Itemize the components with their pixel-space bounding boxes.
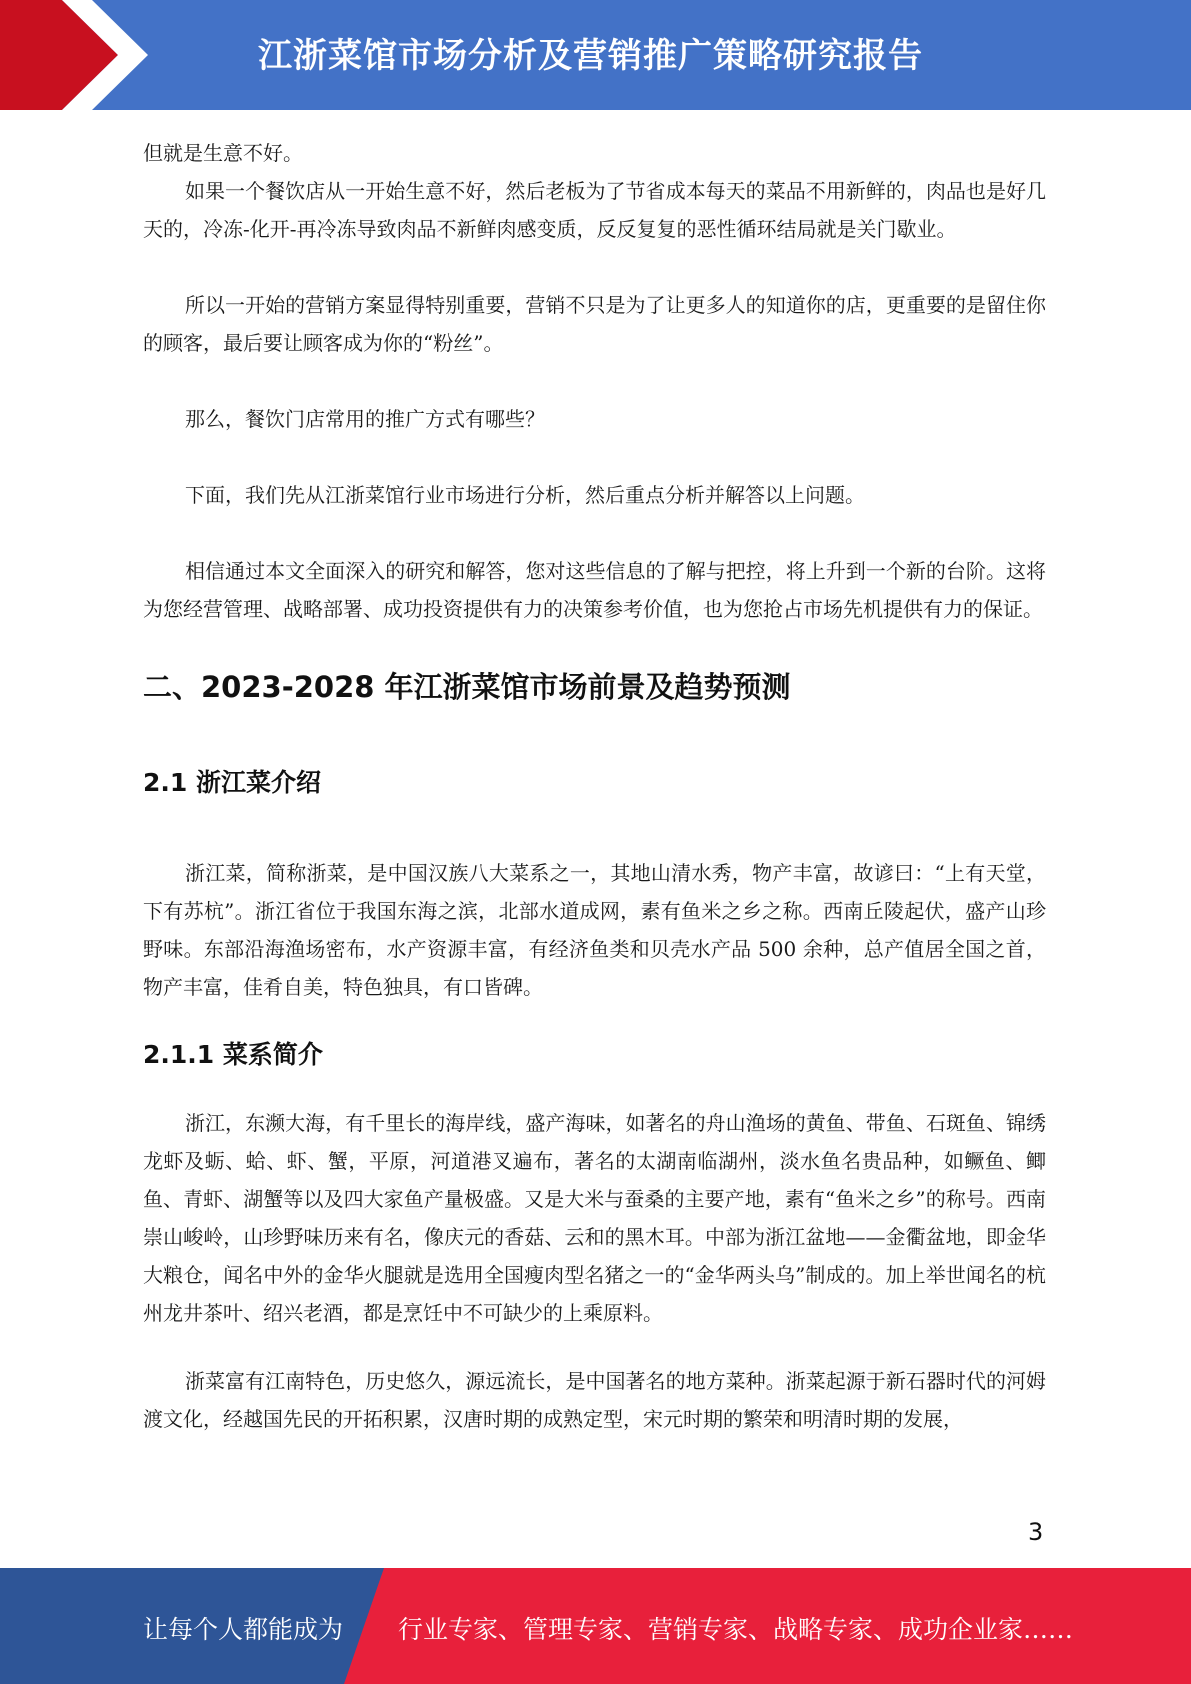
page-number: 3 bbox=[1028, 1518, 1044, 1546]
footer-slogan-left: 让每个人都能成为 bbox=[143, 1615, 344, 1644]
paragraph: 浙江菜，简称浙菜，是中国汉族八大菜系之一，其地山清水秀，物产丰富，故谚曰：“上有天堂，下有苏杭”。浙江省位于我国东海之滨，北部水道成网，素有鱼米之乡之称。西南丘陵起伏，盛产山珍野味。东部沿海渔场密布，水产资源丰富，有经济鱼类和贝壳水产品 500 余种，总产值居全国之首，物产丰富，佳肴自美，特色独具，有口皆碑。 bbox=[143, 861, 1046, 999]
paragraph: 浙菜富有江南特色，历史悠久，源远流长，是中国著名的地方菜种。浙菜起源于新石器时代的河姆渡文化，经越国先民的开拓积累，汉唐时期的成熟定型，宋元时期的繁荣和明清时期的发展， bbox=[143, 1369, 1046, 1431]
paragraph: 但就是生意不好。 bbox=[143, 141, 303, 165]
subsection-heading: 2.1 浙江菜介绍 bbox=[143, 768, 321, 797]
page-header bbox=[0, 0, 1191, 110]
paragraph: 那么，餐饮门店常用的推广方式有哪些？ bbox=[185, 407, 545, 431]
section-heading: 二、2023-2028 年江浙菜馆市场前景及趋势预测 bbox=[143, 670, 791, 704]
paragraph: 所以一开始的营销方案显得特别重要，营销不只是为了让更多人的知道你的店，更重要的是留住你的顾客，最后要让顾客成为你的“粉丝”。 bbox=[143, 293, 1046, 355]
paragraph: 浙江，东濒大海，有千里长的海岸线，盛产海味，如著名的舟山渔场的黄鱼、带鱼、石斑鱼、锦绣龙虾及蛎、蛤、虾、蟹，平原，河道港叉遍布，著名的太湖南临湖州，淡水鱼名贵品种，如鳜鱼、鲫鱼、青虾、湖蟹等以及四大家鱼产量极盛。又是大米与蚕桑的主要产地，素有“鱼米之乡”的称号。西南崇山峻岭，山珍野味历来有名，像庆元的香菇、云和的黑木耳。中部为浙江盆地——金衢盆地，即金华大粮仓，闻名中外的金华火腿就是选用全国瘦肉型名猪之一的“金华两头乌”制成的。加上举世闻名的杭州龙井茶叶、绍兴老酒，都是烹饪中不可缺少的上乘原料。 bbox=[143, 1111, 1046, 1325]
subsubsection-heading: 2.1.1 菜系简介 bbox=[143, 1040, 323, 1069]
paragraph: 相信通过本文全面深入的研究和解答，您对这些信息的了解与把控，将上升到一个新的台阶。这将为您经营管理、战略部署、成功投资提供有力的决策参考价值，也为您抢占市场先机提供有力的保证。 bbox=[143, 559, 1046, 621]
report-title: 江浙菜馆市场分析及营销推广策略研究报告 bbox=[258, 36, 923, 76]
footer-slogan-right: 行业专家、管理专家、营销专家、战略专家、成功企业家…… bbox=[398, 1615, 1074, 1644]
document-body bbox=[143, 134, 1046, 1438]
page-footer bbox=[0, 1568, 1191, 1684]
paragraph: 如果一个餐饮店从一开始生意不好，然后老板为了节省成本每天的菜品不用新鲜的，肉品也是好几天的，冷冻-化开-再冷冻导致肉品不新鲜肉感变质，反反复复的恶性循环结局就是关门歇业。 bbox=[143, 179, 1046, 241]
paragraph: 下面，我们先从江浙菜馆行业市场进行分析，然后重点分析并解答以上问题。 bbox=[185, 483, 865, 507]
